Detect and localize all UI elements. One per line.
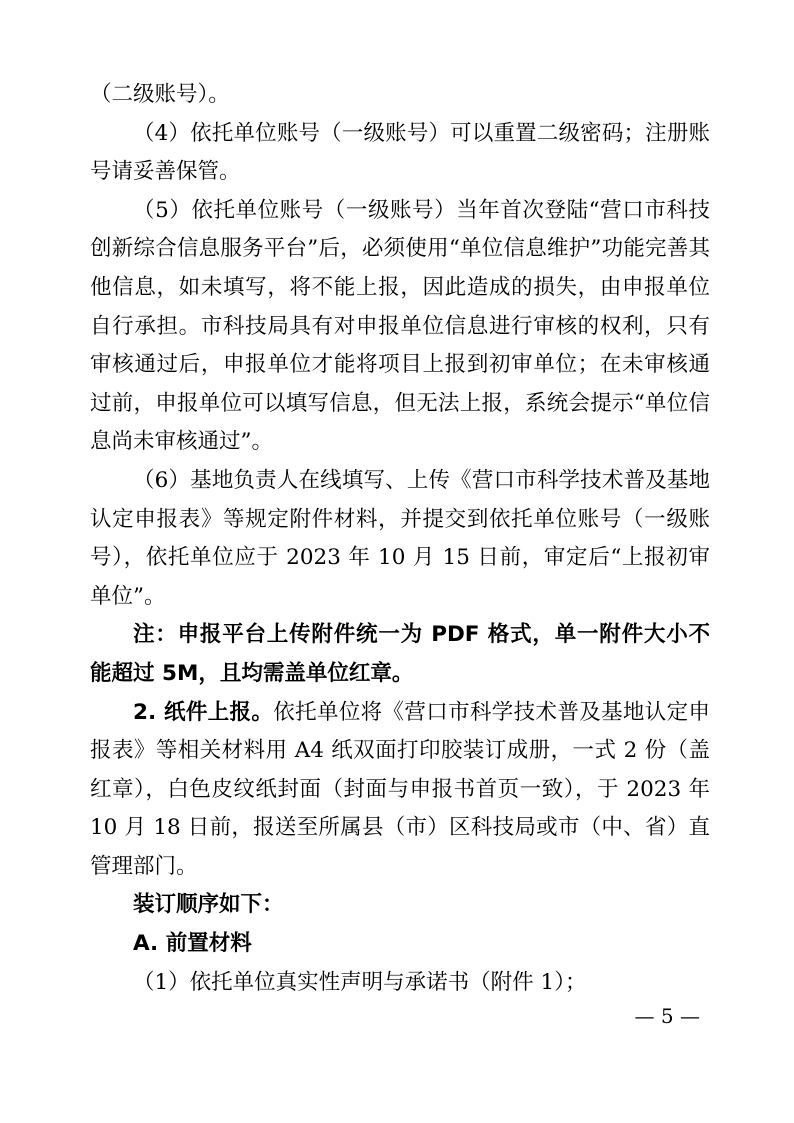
- binding-order-heading: 装订顺序如下：: [133, 892, 284, 918]
- paragraph-item-4: （4）依托单位账号（一级账号）可以重置二级密码；注册账号请妥善保管。: [90, 120, 710, 185]
- page-content: [90, 76, 710, 1002]
- section-a-heading: A. 前置材料: [133, 931, 252, 957]
- paragraph-item-6: （6）基地负责人在线填写、上传《营口市科学技术普及基地认定申报表》等规定附件材料，并提交到依托单位账号（一级账号），依托单位应于 2023 年 10 月 15 日前，审定后“上报初审单位”。: [90, 467, 710, 609]
- paragraph-attachment-1: （1）依托单位真实性声明与承诺书（附件 1）；: [133, 969, 587, 995]
- note-paragraph: 注：申报平台上传附件统一为 PDF 格式，单一附件大小不能超过 5M，且均需盖单位红章。: [90, 622, 710, 686]
- paper-submission-body: 依托单位将《营口市科学技术普及基地认定申报表》等相关材料用 A4 纸双面打印胶装订成册，一式 2 份（盖红章），白色皮纹纸封面（封面与申报书首页一致），于 2023 年 10 月 18 日前，报送至所属县（市）区科技局或市（中、省）直管理部门。: [90, 699, 710, 879]
- paragraph-item-5: （5）依托单位账号（一级账号）当年首次登陆“营口市科技创新综合信息服务平台”后，必须使用“单位信息维护”功能完善其他信息，如未填写，将不能上报，因此造成的损失，由申报单位自行承担。市科技局具有对申报单位信息进行审核的权利，只有审核通过后，申报单位才能将项目上报到初审单位；在未审核通过前，申报单位可以填写信息，但无法上报，系统会提示“单位信息尚未审核通过”。: [90, 197, 710, 455]
- paper-submission-heading: 2. 纸件上报。: [133, 699, 274, 725]
- page-number: — 5 —: [634, 1004, 700, 1028]
- paragraph-continued-from-previous-page: （二级账号）。: [90, 82, 230, 107]
- paragraph-paper-submission: [90, 694, 710, 887]
